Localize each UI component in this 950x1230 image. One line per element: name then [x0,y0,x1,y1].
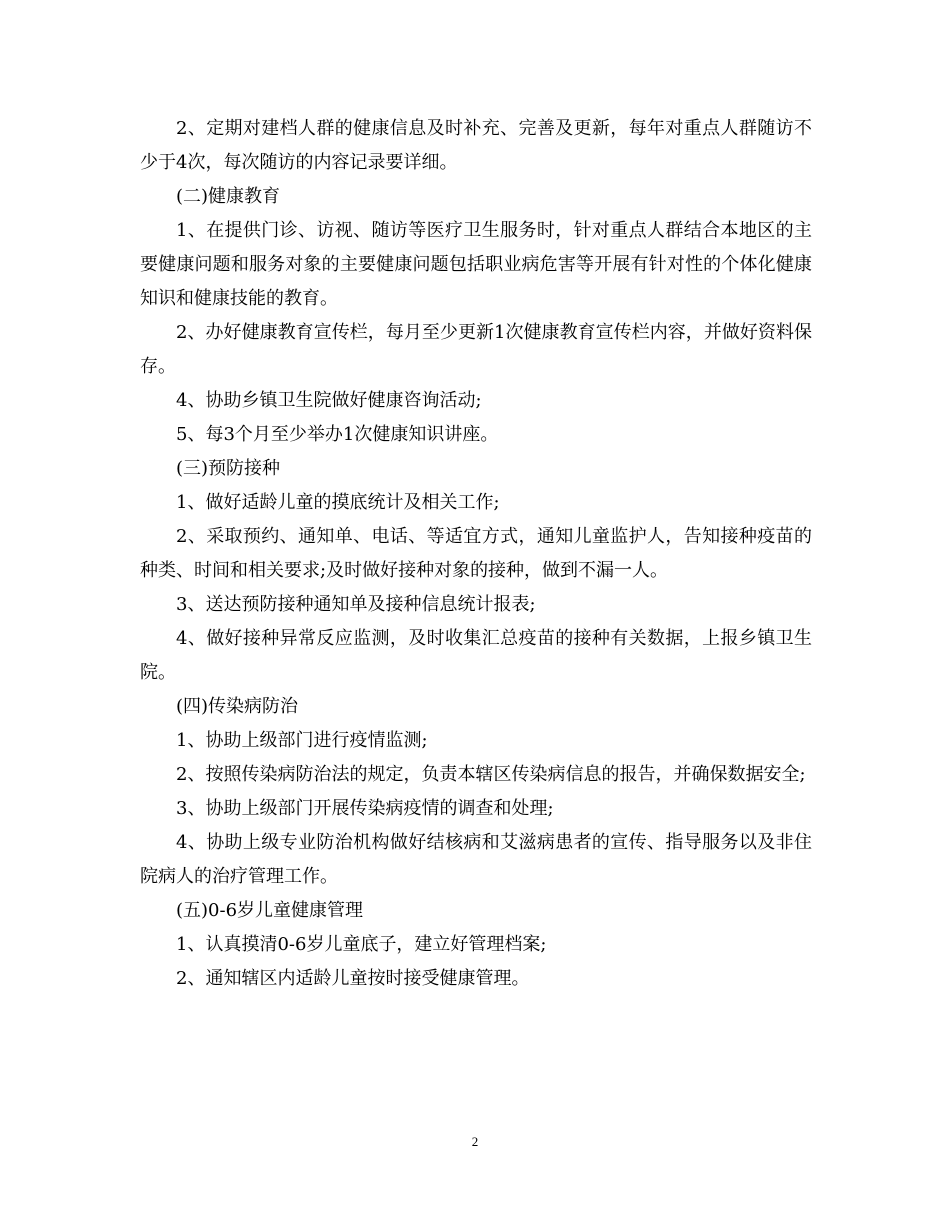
section-heading: (五)0-6岁儿童健康管理 [176,900,364,921]
paragraph: 2、按照传染病防治法的规定，负责本辖区传染病信息的报告，并确保数据安全; [176,764,806,785]
section-heading: (二)健康教育 [176,186,281,207]
paragraph: 2、采取预约、通知单、电话、等适宜方式，通知儿童监护人，告知接种疫苗的种类、时间和相关要求;及时做好接种对象的接种，做到不漏一人。 [140,526,812,581]
paragraph: 2、定期对建档人群的健康信息及时补充、完善及更新，每年对重点人群随访不少于4次，每次随访的内容记录要详细。 [140,118,812,173]
section-heading: (四)传染病防治 [176,696,299,717]
paragraph: 3、送达预防接种通知单及接种信息统计报表; [176,594,536,615]
paragraph: 5、每3个月至少举办1次健康知识讲座。 [176,424,499,445]
section-heading: (三)预防接种 [176,458,281,479]
document-body [140,112,812,996]
paragraph: 1、认真摸清0-6岁儿童底子，建立好管理档案; [176,934,547,955]
paragraph: 1、在提供门诊、访视、随访等医疗卫生服务时，针对重点人群结合本地区的主要健康问题和服务对象的主要健康问题包括职业病危害等开展有针对性的个体化健康知识和健康技能的教育。 [140,220,812,309]
paragraph: 1、协助上级部门进行疫情监测; [176,730,428,751]
paragraph: 4、协助乡镇卫生院做好健康咨询活动; [176,390,482,411]
paragraph: 1、做好适龄儿童的摸底统计及相关工作; [176,492,500,513]
paragraph: 4、做好接种异常反应监测，及时收集汇总疫苗的接种有关数据，上报乡镇卫生院。 [140,628,812,683]
page-number: 2 [471,1134,479,1149]
paragraph: 2、通知辖区内适龄儿童按时接受健康管理。 [176,968,530,989]
paragraph: 3、协助上级部门开展传染病疫情的调查和处理; [176,798,554,819]
paragraph: 2、办好健康教育宣传栏，每月至少更新1次健康教育宣传栏内容，并做好资料保存。 [140,322,812,377]
paragraph: 4、协助上级专业防治机构做好结核病和艾滋病患者的宣传、指导服务以及非住院病人的治疗管理工作。 [140,832,812,887]
